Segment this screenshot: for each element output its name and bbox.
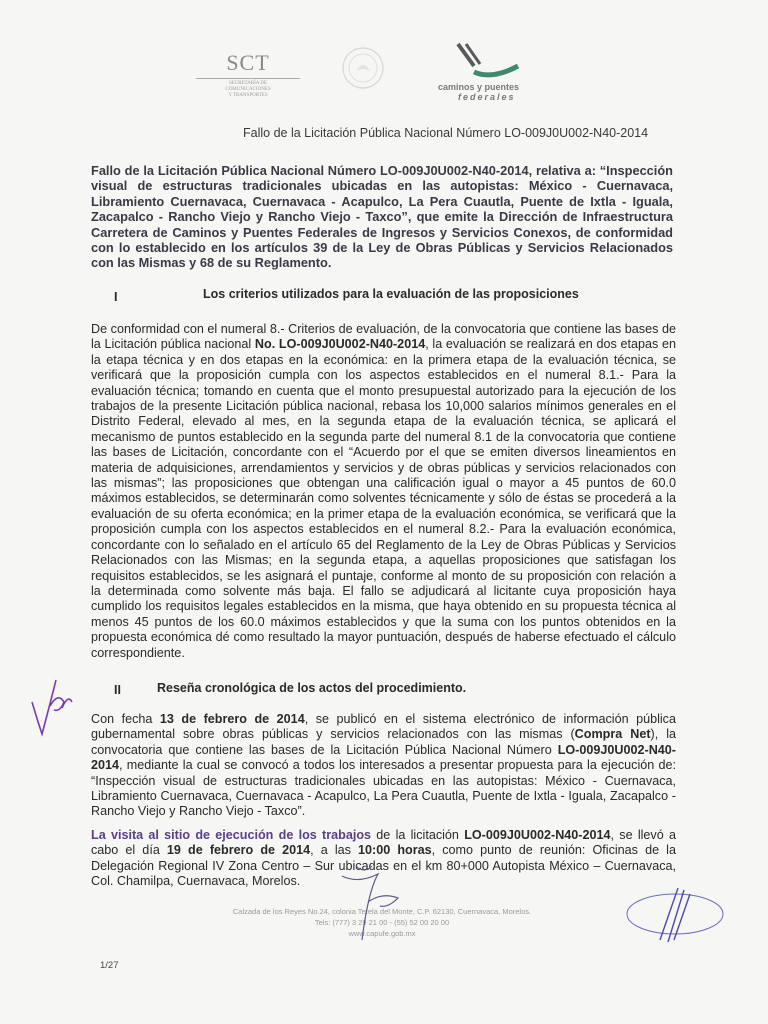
section-1-contract-number: No. LO-009J0U002-N40-2014 [254, 337, 426, 352]
capufe-logo-text-2: federales [458, 92, 516, 102]
sct-logo-text: SCT [226, 50, 270, 75]
document-title: Fallo de la Licitación Pública Nacional Número LO-009J0U002-N40-2014, relativa a: “Inspección visual de estructuras tradicionales ubicadas en las autopistas: México - Cuernavaca, Libramiento Cuernavaca, Cuernavaca - Acapulco, La Pera Cuautla, Puente de Ixtla - Iguala, Zacapalco - Rancho Viejo y Rancho Viejo - Taxco”, que emite la Dirección de Infraestructura Carretera de Caminos y Puentes Federales de Ingresos y Servicios Conexos, de conformidad con lo establecido en los artículos 39 de la Ley de Obras Públicas y Servicios Relacionados con las Mismas y 68 de su Reglamento. [91, 163, 673, 271]
page-number: 1/27 [100, 960, 119, 971]
section-2-paragraph-1 [91, 712, 676, 820]
sct-logo-subtitle-1: SECRETARÍA DE [228, 81, 268, 86]
section-2-heading: Reseña cronológica de los actos del procedimiento. [157, 681, 467, 695]
running-title: Fallo de la Licitación Pública Nacional Número LO-009J0U002-N40-2014 [243, 126, 649, 140]
capufe-logo [438, 42, 548, 102]
s2p2-visit-label: La visita al sitio de ejecución de los trabajos [91, 828, 372, 842]
section-1-number: I [114, 290, 118, 304]
s2p2-text-d: , se llevó a cabo el día [91, 828, 676, 858]
s2p1-text-e: ), la convocatoria que contiene las bases de la Licitación Pública Nacional Número [91, 727, 677, 757]
footer-phones: Tels: (777) 3 29 21 00 - (55) 52 00 20 00 [314, 918, 450, 927]
section-1-heading: Los criterios utilizados para la evaluación de las proposiciones [203, 287, 579, 301]
s2p1-text-c: , se publicó en el sistema electrónico de información pública gubernamental sobre obras públicas y servicios relacionados con las mismas ( [91, 712, 676, 742]
margin-initials-signature [28, 672, 78, 742]
capufe-road-icon [452, 42, 522, 80]
footer-website: www.capufe.gob.mx [348, 929, 416, 938]
mexico-seal-icon [340, 45, 386, 91]
capufe-logo-text-1: caminos y puentes [438, 82, 520, 92]
s2p1-compranet: Compra Net [574, 727, 651, 742]
sct-logo [196, 50, 300, 99]
section-1-text-c: , la evaluación se realizará en dos etapas en la etapa técnica y en dos etapas en la económica: en la primera etapa de la evaluación técnica, se verificará que la proposición cumpla con los aspectos establecidos en el numeral 8.1.- Para la evaluación técnica; tomando en cuenta que el monto presupuestal autorizado para la ejecución de los trabajos de la presente Licitación pública nacional, rebasa los 10,000 salarios mínimos generales en el Distrito Federal, elevado al mes, en la segunda etapa de la evaluación técnica, se aplicará el mecanismo de puntos establecido en la segunda parte del numeral 8.1 de la convocatoria que contiene las bases de Licitación, concordante con el “Acuerdo por el que se emiten diversos lineamientos en materia de adquisiciones, arrendamientos y servicios y de obras públicas y servicios relacionados con las mismas”; las proposiciones que obtengan una calificación igual o mayor a 45 puntos de 60.0 máximos establecidos, se determinarán como solventes técnicamente y sólo de éstas se procederá a la evaluación de su oferta económica; en la primer etapa de la evaluación económica, se verificará que la proposición cumpla con los aspectos establecidos en el numeral 8.2.- Para la evaluación económica, concordante con lo señalado en el artículo 65 del Reglamento de la Ley de Obras Públicas y Servicios Relacionados con las Mismas; en la segunda etapa, a aquellas proposiciones que satisfagan los requisitos establecidos, se les asignará el puntaje, conforme al monto de su proposición con relación a la determinada como solvente más baja. El fallo se adjudicará al licitante cuya proposición haya cumplido los requisitos legales establecidos en la misma, que haya obtenido en su propuesta técnica al menos 45 puntos de los 60.0 máximos establecidos y que la suma con los puntos obtenidos en la propuesta económica dé como resultado la mayor puntuación, después de haberse efectuado el cálculo correspondiente. [91, 337, 676, 660]
s2p2-contract-number: LO-009J0U002-N40-2014 [464, 828, 611, 842]
signature-center [338, 862, 418, 942]
sct-logo-subtitle-2: COMUNICACIONES [225, 87, 271, 92]
s2p2-text-h: , como punto de reunión: Oficinas de la Delegación Regional IV Zona Centro – Sur ubicadas en el km 80+000 Autopista México – Cuernavaca, Col. Chamilpa, Cuernavaca, Morelos. [91, 843, 676, 889]
sct-logo-rule [196, 78, 300, 79]
sct-logo-subtitle-3: Y TRANSPORTES [228, 93, 268, 98]
s2p1-date: 13 de febrero de 2014 [159, 712, 305, 726]
section-2-number: II [114, 683, 121, 697]
signature-right [620, 880, 730, 950]
s2p1-text-a: Con fecha [91, 712, 160, 726]
s2p2-time: 10:00 horas [358, 843, 432, 858]
s2p1-text-g: , mediante la cual se convocó a todos los interesados a presentar propuesta para la ejecución de: “Inspección visual de estructuras tradicionales ubicadas en las autopistas: México - Cuernavaca, Libramiento Cuernavaca, Cuernavaca - Acapulco, La Pera Cuautla, Puente de Ixtla - Iguala, Zacapalco - Rancho Viejo y Rancho Viejo - Taxco”. [91, 758, 676, 819]
footer-address: Calzada de los Reyes No.24, colonia Tetela del Monte, C.P. 62130, Cuernavaca, Morelos. [232, 907, 532, 916]
s2p2-text-b: de la licitación [371, 828, 465, 842]
s2p2-text-f: , a las [310, 843, 359, 858]
section-1-paragraph [91, 322, 676, 661]
section-1-text-a: De conformidad con el numeral 8.- Criterios de evaluación, de la convocatoria que contiene las bases de la Licitación pública nacional [91, 322, 676, 352]
s2p2-date: 19 de febrero de 2014 [166, 843, 311, 858]
s2p1-contract-number: LO-009J0U002-N40-2014 [91, 742, 676, 773]
